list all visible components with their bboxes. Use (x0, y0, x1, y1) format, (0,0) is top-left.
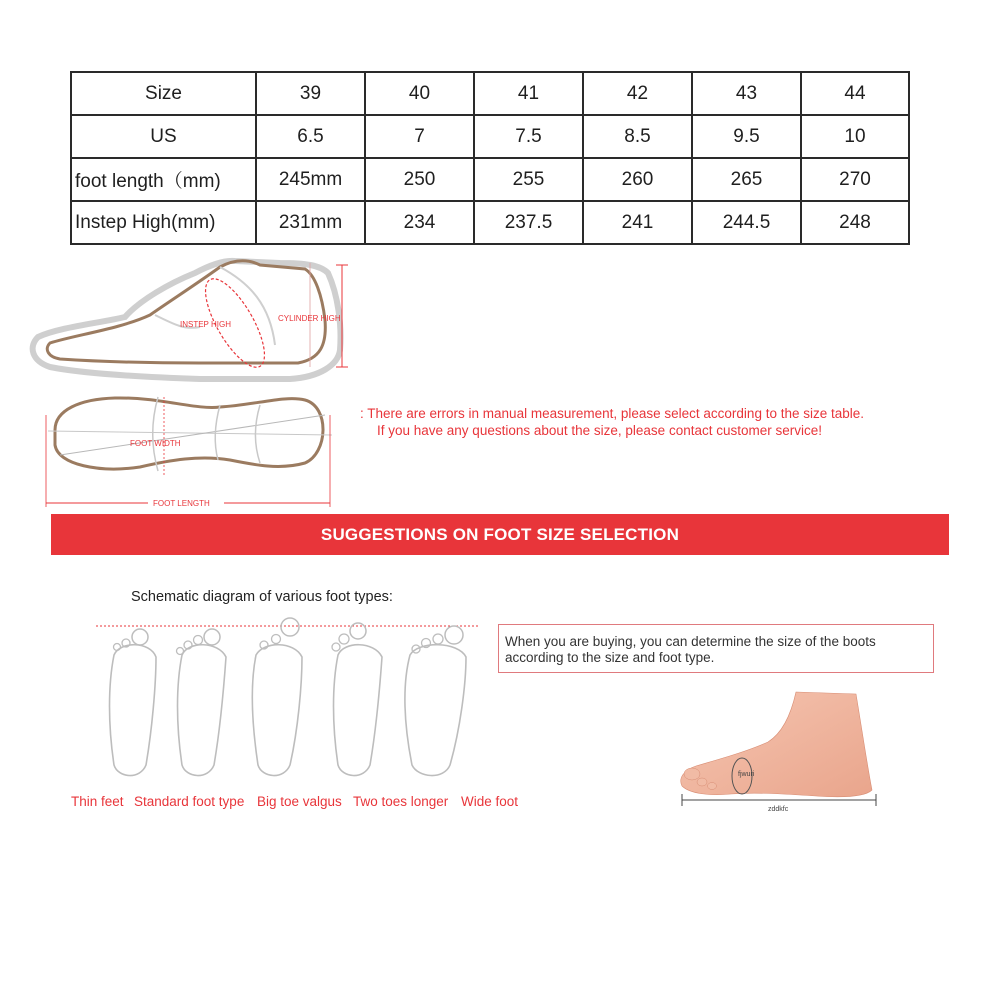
shoe-measurement-diagram (20, 255, 365, 513)
foot-type-label-two-toes-longer: Two toes longer (353, 794, 449, 809)
table-cell: 10 (801, 115, 909, 158)
table-cell: 260 (583, 158, 692, 201)
table-cell: 255 (474, 158, 583, 201)
foot-length-photo-label: zddkfc (768, 806, 789, 813)
table-cell: 42 (583, 72, 692, 115)
foot-measure-illustration (676, 690, 890, 818)
table-cell: 41 (474, 72, 583, 115)
table-cell: 39 (256, 72, 365, 115)
foot-type-label-big-toe-valgus: Big toe valgus (257, 794, 342, 809)
foot-outline-big-toe-valgus (252, 618, 302, 776)
cylinder-high-label: CYLINDER HIGH (278, 314, 341, 323)
table-cell: 231mm (256, 201, 365, 244)
foot-outline-thin (110, 629, 157, 776)
foot-outline-two-toes-longer (332, 623, 382, 776)
buying-note-box (498, 624, 934, 673)
table-cell: 43 (692, 72, 801, 115)
table-cell: 265 (692, 158, 801, 201)
suggestions-banner: SUGGESTIONS ON FOOT SIZE SELECTION (51, 514, 949, 555)
foot-girth-label: fjwuri (738, 771, 755, 778)
foot-outline-wide (405, 626, 466, 776)
table-cell: 9.5 (692, 115, 801, 158)
size-table (70, 71, 910, 245)
table-cell: 241 (583, 201, 692, 244)
foot-types-diagram (92, 615, 484, 785)
table-cell: 7 (365, 115, 474, 158)
table-cell: 7.5 (474, 115, 583, 158)
measurement-note-line2: If you have any questions about the size, please contact customer service! (377, 423, 822, 438)
table-cell: 244.5 (692, 201, 801, 244)
buying-note-line1: When you are buying, you can determine the size of the boots (505, 634, 876, 649)
table-row (71, 158, 909, 201)
row-label: foot length（mm) (71, 158, 256, 201)
table-cell: 234 (365, 201, 474, 244)
shoe-side-view (33, 261, 348, 379)
foot-length-label: FOOT LENGTH (153, 499, 210, 508)
foot-type-label-thin: Thin feet (71, 794, 124, 809)
foot-type-label-standard: Standard foot type (134, 794, 245, 809)
instep-high-label: INSTEP HIGH (180, 320, 231, 329)
foot-type-label-wide: Wide foot (461, 794, 519, 809)
measurement-note-line1: : There are errors in manual measurement, please select according to the size table. (360, 406, 865, 421)
foot-outline-standard (177, 629, 227, 776)
foot-types-heading: Schematic diagram of various foot types: (131, 589, 393, 605)
table-cell: 248 (801, 201, 909, 244)
table-cell: 237.5 (474, 201, 583, 244)
foot-width-label: FOOT WIDTH (130, 439, 181, 448)
table-row (71, 72, 909, 115)
foot-shape (681, 692, 872, 797)
table-cell: 6.5 (256, 115, 365, 158)
row-label: Size (71, 72, 256, 115)
buying-note-line2: according to the size and foot type. (505, 650, 715, 665)
row-label: US (71, 115, 256, 158)
row-label: Instep High(mm) (71, 201, 256, 244)
table-cell: 8.5 (583, 115, 692, 158)
table-cell: 250 (365, 158, 474, 201)
sole-top-view (46, 397, 332, 509)
table-cell: 245mm (256, 158, 365, 201)
table-cell: 270 (801, 158, 909, 201)
table-cell: 44 (801, 72, 909, 115)
table-cell: 40 (365, 72, 474, 115)
table-row (71, 115, 909, 158)
table-row (71, 201, 909, 244)
